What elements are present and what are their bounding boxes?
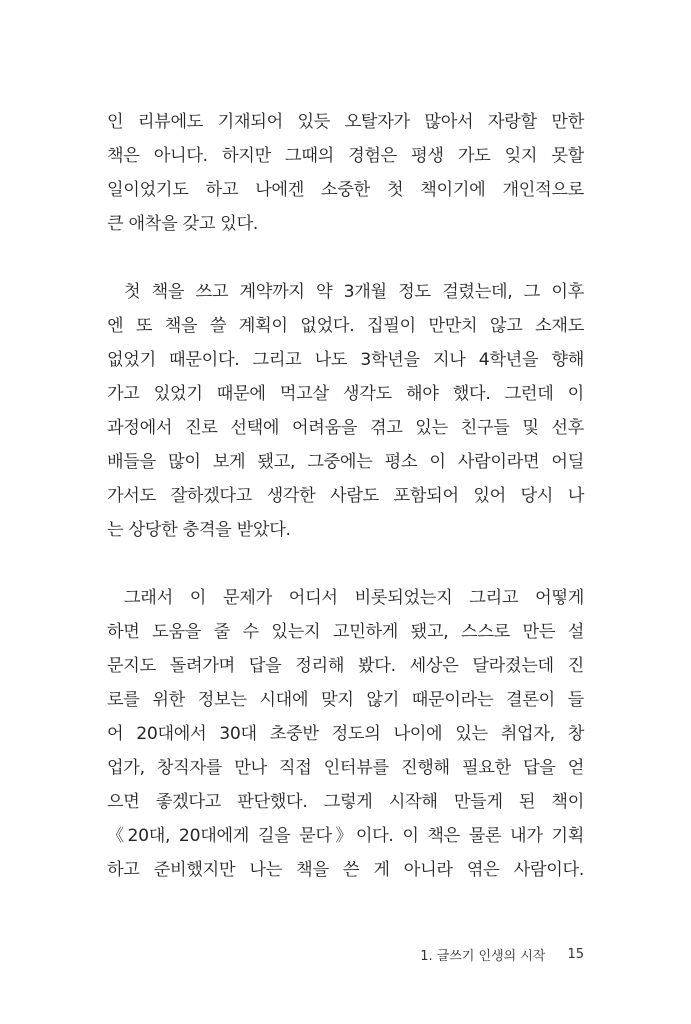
text-line: 엔 또 책을 쓸 계획이 없었다. 집필이 만만치 않고 소재도 bbox=[107, 316, 584, 336]
text-line: 어 20대에서 30대 초중반 정도의 나이에 있는 취업자, 창 bbox=[107, 724, 584, 744]
paragraph-gap bbox=[107, 241, 584, 275]
paragraph-3 bbox=[107, 581, 584, 887]
text-line: 첫 책을 쓰고 계약까지 약 3개월 정도 걸렸는데, 그 이후 bbox=[124, 282, 584, 302]
text-line: 과정에서 진로 선택에 어려움을 겪고 있는 친구들 및 선후 bbox=[107, 418, 584, 438]
text-line: 으면 좋겠다고 판단했다. 그렇게 시작해 만들게 된 책이 bbox=[107, 792, 584, 812]
text-line: 그래서 이 문제가 어디서 비롯되었는지 그리고 어떻게 bbox=[124, 588, 584, 608]
text-line: 가고 있었기 때문에 먹고살 생각도 해야 했다. 그런데 이 bbox=[107, 384, 584, 404]
text-line: 인 리뷰에도 기재되어 있듯 오탈자가 많아서 자랑할 만한 bbox=[107, 112, 584, 132]
text-line: 하면 도움을 줄 수 있는지 고민하게 됐고, 스스로 만든 설 bbox=[107, 622, 584, 642]
page-footer bbox=[420, 945, 584, 964]
text-line: 문지도 돌려가며 답을 정리해 봤다. 세상은 달라졌는데 진 bbox=[107, 656, 584, 676]
text-line: 《20대, 20대에게 길을 묻다》이다. 이 책은 물론 내가 기획 bbox=[107, 826, 584, 846]
text-line: 배들을 많이 보게 됐고, 그중에는 평소 이 사람이라면 어딜 bbox=[107, 452, 584, 472]
paragraph-2 bbox=[107, 275, 584, 547]
paragraph-gap bbox=[107, 547, 584, 581]
text-line: 큰 애착을 갖고 있다. bbox=[107, 214, 259, 234]
text-line: 일이었기도 하고 나에겐 소중한 첫 책이기에 개인적으로 bbox=[107, 180, 584, 200]
text-line: 로를 위한 정보는 시대에 맞지 않기 때문이라는 결론이 들 bbox=[107, 690, 584, 710]
page-number: 15 bbox=[567, 947, 584, 962]
text-line: 는 상당한 충격을 받았다. bbox=[107, 520, 291, 540]
text-line: 가서도 잘하겠다고 생각한 사람도 포함되어 있어 당시 나 bbox=[107, 486, 584, 506]
text-line: 없었기 때문이다. 그리고 나도 3학년을 지나 4학년을 향해 bbox=[107, 350, 584, 370]
text-line: 업가, 창직자를 만나 직접 인터뷰를 진행해 필요한 답을 얻 bbox=[107, 758, 584, 778]
text-line: 하고 준비했지만 나는 책을 쓴 게 아니라 엮은 사람이다. bbox=[107, 860, 584, 880]
running-chapter-title: 1. 글쓰기 인생의 시작 bbox=[420, 949, 546, 964]
paragraph-1 bbox=[107, 105, 584, 241]
text-line: 책은 아니다. 하지만 그때의 경험은 평생 가도 잊지 못할 bbox=[107, 146, 584, 166]
page-body bbox=[107, 105, 584, 887]
